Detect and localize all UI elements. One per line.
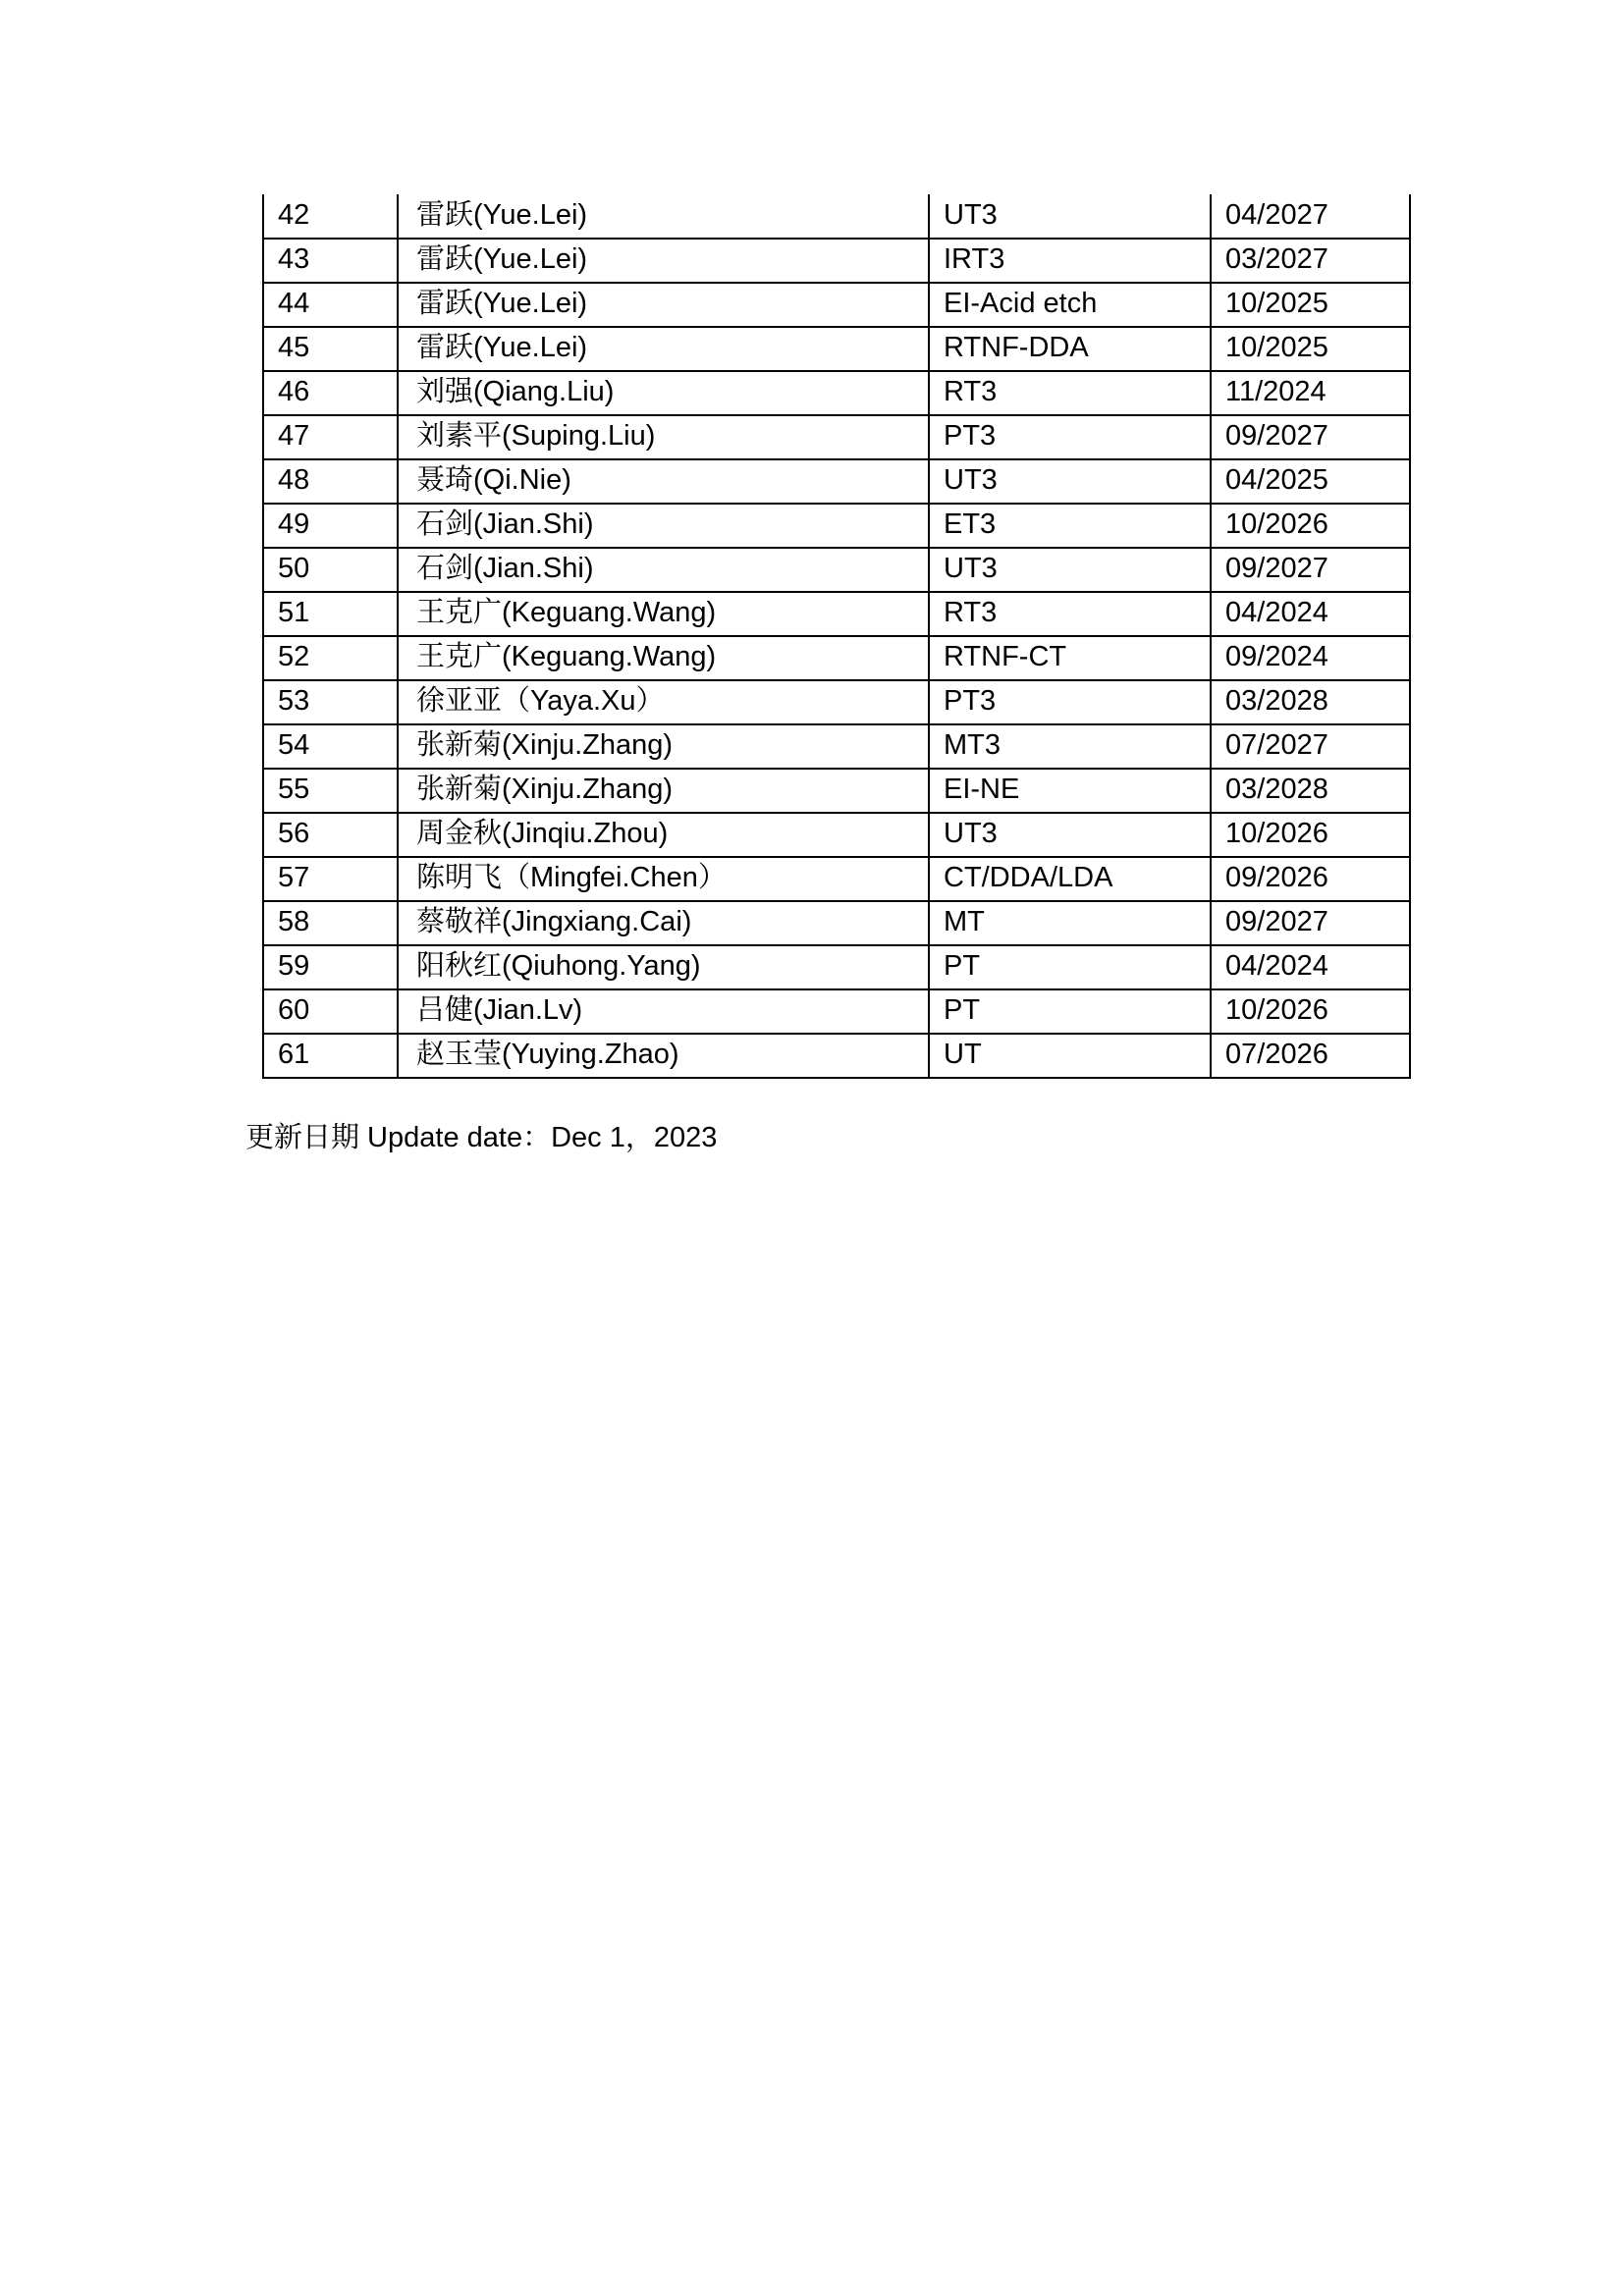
table-row bbox=[263, 283, 1410, 327]
person-name-cell: 雷跃(Yue.Lei) bbox=[398, 327, 929, 371]
certification-type-cell: IRT3 bbox=[929, 239, 1211, 283]
expiry-date-cell: 10/2025 bbox=[1211, 327, 1410, 371]
row-number-cell: 50 bbox=[263, 548, 398, 592]
row-number-cell: 51 bbox=[263, 592, 398, 636]
row-number-cell: 58 bbox=[263, 901, 398, 945]
row-number-cell: 53 bbox=[263, 680, 398, 724]
table-row bbox=[263, 769, 1410, 813]
row-number-cell: 49 bbox=[263, 504, 398, 548]
certification-type-cell: CT/DDA/LDA bbox=[929, 857, 1211, 901]
table-row bbox=[263, 327, 1410, 371]
expiry-date-cell: 09/2024 bbox=[1211, 636, 1410, 680]
person-name-cell: 张新菊(Xinju.Zhang) bbox=[398, 769, 929, 813]
expiry-date-cell: 03/2028 bbox=[1211, 769, 1410, 813]
person-name-cell: 陈明飞（Mingfei.Chen） bbox=[398, 857, 929, 901]
table-row bbox=[263, 239, 1410, 283]
certification-type-cell: PT3 bbox=[929, 415, 1211, 459]
row-number-cell: 60 bbox=[263, 989, 398, 1034]
row-number-cell: 44 bbox=[263, 283, 398, 327]
person-name-cell: 王克广(Keguang.Wang) bbox=[398, 592, 929, 636]
expiry-date-cell: 10/2026 bbox=[1211, 504, 1410, 548]
row-number-cell: 56 bbox=[263, 813, 398, 857]
person-name-cell: 徐亚亚（Yaya.Xu） bbox=[398, 680, 929, 724]
certification-table bbox=[262, 194, 1411, 1079]
expiry-date-cell: 10/2026 bbox=[1211, 813, 1410, 857]
person-name-cell: 吕健(Jian.Lv) bbox=[398, 989, 929, 1034]
table-row bbox=[263, 459, 1410, 504]
person-name-cell: 石剑(Jian.Shi) bbox=[398, 548, 929, 592]
certification-table-body bbox=[263, 194, 1410, 1078]
expiry-date-cell: 03/2028 bbox=[1211, 680, 1410, 724]
expiry-date-cell: 10/2025 bbox=[1211, 283, 1410, 327]
expiry-date-cell: 10/2026 bbox=[1211, 989, 1410, 1034]
certification-type-cell: UT bbox=[929, 1034, 1211, 1078]
table-row bbox=[263, 680, 1410, 724]
person-name-cell: 赵玉莹(Yuying.Zhao) bbox=[398, 1034, 929, 1078]
row-number-cell: 54 bbox=[263, 724, 398, 769]
certification-type-cell: UT3 bbox=[929, 813, 1211, 857]
table-row bbox=[263, 194, 1410, 239]
certification-type-cell: UT3 bbox=[929, 548, 1211, 592]
row-number-cell: 42 bbox=[263, 194, 398, 239]
table-row bbox=[263, 504, 1410, 548]
row-number-cell: 52 bbox=[263, 636, 398, 680]
certification-type-cell: EI-NE bbox=[929, 769, 1211, 813]
person-name-cell: 石剑(Jian.Shi) bbox=[398, 504, 929, 548]
table-row bbox=[263, 813, 1410, 857]
table-row bbox=[263, 989, 1410, 1034]
row-number-cell: 57 bbox=[263, 857, 398, 901]
certification-type-cell: ET3 bbox=[929, 504, 1211, 548]
certification-type-cell: PT bbox=[929, 945, 1211, 989]
table-row bbox=[263, 1034, 1410, 1078]
table-row bbox=[263, 901, 1410, 945]
person-name-cell: 蔡敬祥(Jingxiang.Cai) bbox=[398, 901, 929, 945]
certification-type-cell: RT3 bbox=[929, 592, 1211, 636]
table-row bbox=[263, 415, 1410, 459]
table-row bbox=[263, 636, 1410, 680]
expiry-date-cell: 09/2027 bbox=[1211, 901, 1410, 945]
table-row bbox=[263, 857, 1410, 901]
certification-type-cell: RTNF-DDA bbox=[929, 327, 1211, 371]
update-date-text: 更新日期 Update date：Dec 1，2023 bbox=[245, 1122, 718, 1153]
row-number-cell: 45 bbox=[263, 327, 398, 371]
row-number-cell: 46 bbox=[263, 371, 398, 415]
certification-type-cell: RT3 bbox=[929, 371, 1211, 415]
row-number-cell: 55 bbox=[263, 769, 398, 813]
expiry-date-cell: 04/2024 bbox=[1211, 592, 1410, 636]
row-number-cell: 43 bbox=[263, 239, 398, 283]
table-row bbox=[263, 724, 1410, 769]
person-name-cell: 刘强(Qiang.Liu) bbox=[398, 371, 929, 415]
person-name-cell: 周金秋(Jinqiu.Zhou) bbox=[398, 813, 929, 857]
person-name-cell: 阳秋红(Qiuhong.Yang) bbox=[398, 945, 929, 989]
expiry-date-cell: 04/2025 bbox=[1211, 459, 1410, 504]
expiry-date-cell: 03/2027 bbox=[1211, 239, 1410, 283]
expiry-date-cell: 04/2024 bbox=[1211, 945, 1410, 989]
expiry-date-cell: 09/2027 bbox=[1211, 415, 1410, 459]
person-name-cell: 雷跃(Yue.Lei) bbox=[398, 194, 929, 239]
table-row bbox=[263, 592, 1410, 636]
expiry-date-cell: 11/2024 bbox=[1211, 371, 1410, 415]
table-row bbox=[263, 945, 1410, 989]
person-name-cell: 雷跃(Yue.Lei) bbox=[398, 239, 929, 283]
expiry-date-cell: 09/2026 bbox=[1211, 857, 1410, 901]
table-row bbox=[263, 371, 1410, 415]
row-number-cell: 48 bbox=[263, 459, 398, 504]
certification-type-cell: PT bbox=[929, 989, 1211, 1034]
row-number-cell: 47 bbox=[263, 415, 398, 459]
row-number-cell: 61 bbox=[263, 1034, 398, 1078]
person-name-cell: 张新菊(Xinju.Zhang) bbox=[398, 724, 929, 769]
person-name-cell: 刘素平(Suping.Liu) bbox=[398, 415, 929, 459]
certification-type-cell: PT3 bbox=[929, 680, 1211, 724]
certification-type-cell: EI-Acid etch bbox=[929, 283, 1211, 327]
row-number-cell: 59 bbox=[263, 945, 398, 989]
table-row bbox=[263, 548, 1410, 592]
person-name-cell: 王克广(Keguang.Wang) bbox=[398, 636, 929, 680]
person-name-cell: 雷跃(Yue.Lei) bbox=[398, 283, 929, 327]
expiry-date-cell: 07/2026 bbox=[1211, 1034, 1410, 1078]
certification-type-cell: UT3 bbox=[929, 459, 1211, 504]
certification-type-cell: MT bbox=[929, 901, 1211, 945]
expiry-date-cell: 04/2027 bbox=[1211, 194, 1410, 239]
expiry-date-cell: 09/2027 bbox=[1211, 548, 1410, 592]
certification-type-cell: RTNF-CT bbox=[929, 636, 1211, 680]
certification-type-cell: MT3 bbox=[929, 724, 1211, 769]
person-name-cell: 聂琦(Qi.Nie) bbox=[398, 459, 929, 504]
expiry-date-cell: 07/2027 bbox=[1211, 724, 1410, 769]
certification-type-cell: UT3 bbox=[929, 194, 1211, 239]
